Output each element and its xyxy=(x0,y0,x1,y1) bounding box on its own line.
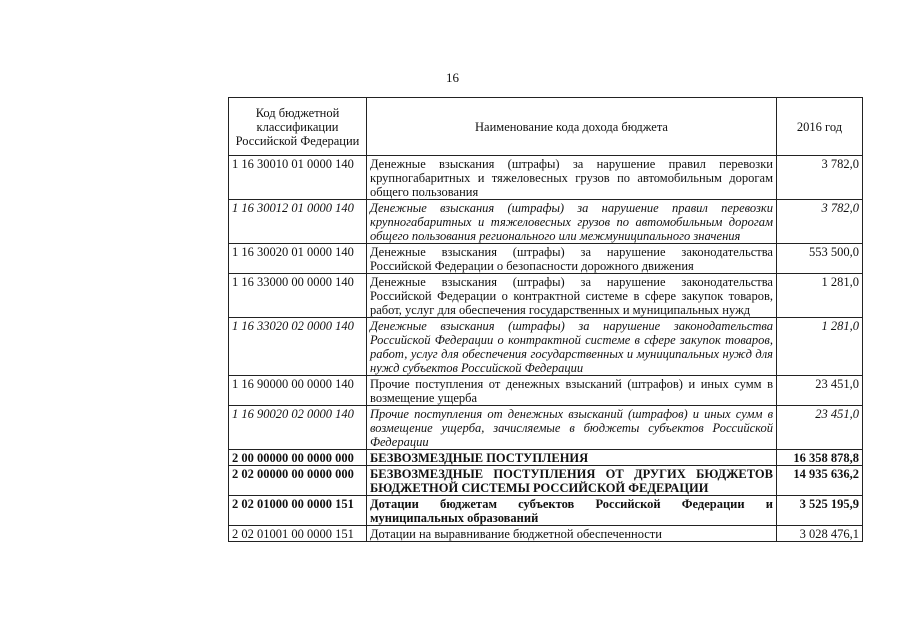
row-value: 16 358 878,8 xyxy=(777,450,863,466)
row-code: 2 00 00000 00 0000 000 xyxy=(229,450,367,466)
table-body xyxy=(229,156,863,542)
row-name: Денежные взыскания (штрафы) за нарушение правил перевозки крупногабаритных и тяжеловесных грузов по автомобильным дорогам общего пользования регионального или межмуниципального значения xyxy=(367,200,777,244)
row-name: Денежные взыскания (штрафы) за нарушение законодательства Российской Федерации о безопасности дорожного движения xyxy=(367,244,777,274)
row-name: Денежные взыскания (штрафы) за нарушение законодательства Российской Федерации о контрактной системе в сфере закупок товаров, работ, услуг для обеспечения государственных и муниципальных нужд для нужд субъектов Российской Федерации xyxy=(367,318,777,376)
header-name: Наименование кода дохода бюджета xyxy=(367,98,777,156)
row-value: 3 525 195,9 xyxy=(777,496,863,526)
row-name: Дотации на выравнивание бюджетной обеспеченности xyxy=(367,526,777,542)
table-row xyxy=(229,200,863,244)
row-name: БЕЗВОЗМЕЗДНЫЕ ПОСТУПЛЕНИЯ xyxy=(367,450,777,466)
row-code: 2 02 01000 00 0000 151 xyxy=(229,496,367,526)
row-name: Прочие поступления от денежных взысканий (штрафов) и иных сумм в возмещение ущерба xyxy=(367,376,777,406)
table-row xyxy=(229,406,863,450)
row-value: 3 028 476,1 xyxy=(777,526,863,542)
budget-revenue-table xyxy=(228,97,863,542)
header-year: 2016 год xyxy=(777,98,863,156)
row-code: 1 16 33000 00 0000 140 xyxy=(229,274,367,318)
row-name: Дотации бюджетам субъектов Российской Федерации и муниципальных образований xyxy=(367,496,777,526)
row-name: Денежные взыскания (штрафы) за нарушение законодательства Российской Федерации о контрактной системе в сфере закупок товаров, работ, услуг для обеспечения государственных и муниципальных нужд xyxy=(367,274,777,318)
row-value: 23 451,0 xyxy=(777,406,863,450)
table-row xyxy=(229,156,863,200)
row-value: 1 281,0 xyxy=(777,318,863,376)
row-name: Прочие поступления от денежных взысканий (штрафов) и иных сумм в возмещение ущерба, зачисляемые в бюджеты субъектов Российской Федерации xyxy=(367,406,777,450)
row-code: 1 16 33020 02 0000 140 xyxy=(229,318,367,376)
row-code: 1 16 90020 02 0000 140 xyxy=(229,406,367,450)
row-value: 1 281,0 xyxy=(777,274,863,318)
table-row xyxy=(229,450,863,466)
table-row xyxy=(229,376,863,406)
table-row xyxy=(229,318,863,376)
row-name: Денежные взыскания (штрафы) за нарушение правил перевозки крупногабаритных и тяжеловесных грузов по автомобильным дорогам общего пользования xyxy=(367,156,777,200)
row-code: 2 02 01001 00 0000 151 xyxy=(229,526,367,542)
row-value: 3 782,0 xyxy=(777,200,863,244)
row-code: 1 16 90000 00 0000 140 xyxy=(229,376,367,406)
table-row xyxy=(229,466,863,496)
row-value: 23 451,0 xyxy=(777,376,863,406)
table-row xyxy=(229,274,863,318)
row-code: 2 02 00000 00 0000 000 xyxy=(229,466,367,496)
table-header-row xyxy=(229,98,863,156)
row-code: 1 16 30020 01 0000 140 xyxy=(229,244,367,274)
row-value: 553 500,0 xyxy=(777,244,863,274)
table-row xyxy=(229,496,863,526)
header-code: Код бюджетной классификации Российской Федерации xyxy=(229,98,367,156)
row-code: 1 16 30010 01 0000 140 xyxy=(229,156,367,200)
row-value: 3 782,0 xyxy=(777,156,863,200)
row-value: 14 935 636,2 xyxy=(777,466,863,496)
row-name: БЕЗВОЗМЕЗДНЫЕ ПОСТУПЛЕНИЯ ОТ ДРУГИХ БЮДЖЕТОВ БЮДЖЕТНОЙ СИСТЕМЫ РОССИЙСКОЙ ФЕДЕРАЦИИ xyxy=(367,466,777,496)
row-code: 1 16 30012 01 0000 140 xyxy=(229,200,367,244)
table-row xyxy=(229,526,863,542)
page-number: 16 xyxy=(446,70,459,85)
table-row xyxy=(229,244,863,274)
